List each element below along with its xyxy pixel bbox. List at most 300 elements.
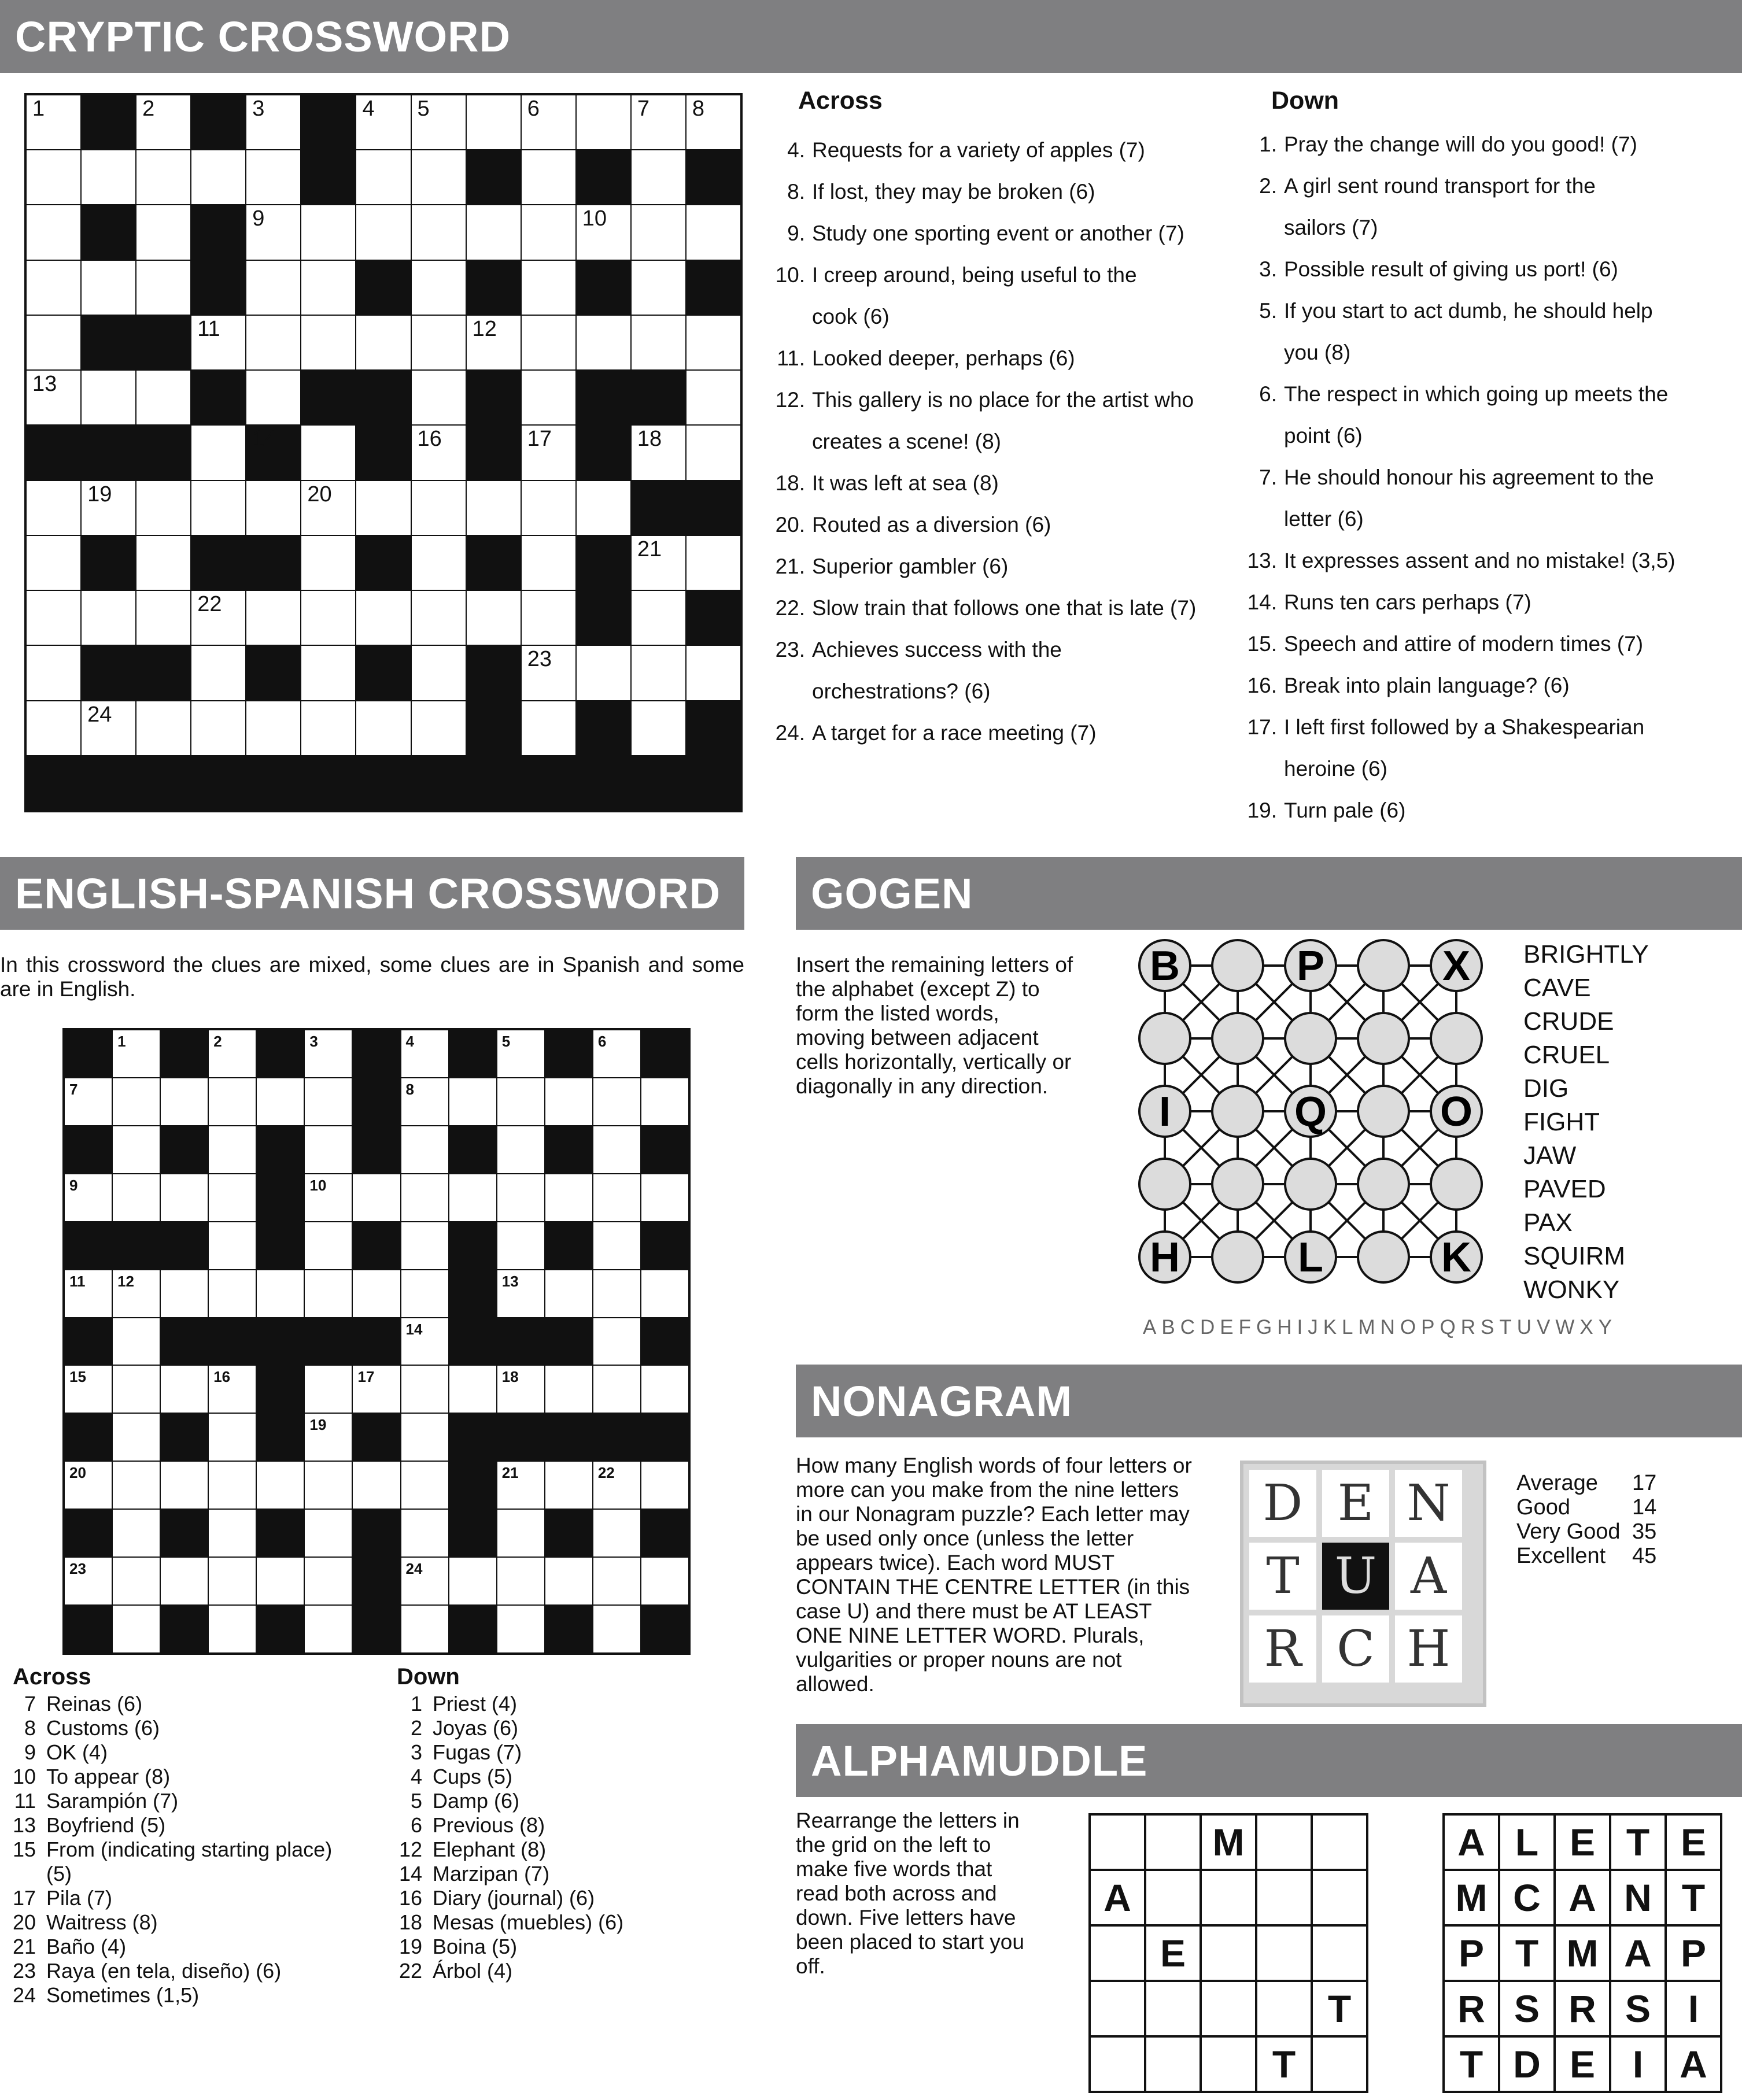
- grid-cell[interactable]: [467, 205, 521, 259]
- grid-cell[interactable]: [522, 261, 575, 315]
- grid-cell[interactable]: [27, 371, 80, 424]
- grid-cell[interactable]: [412, 261, 466, 315]
- alphamuddle-cell[interactable]: [1202, 1927, 1255, 1980]
- alphamuddle-cell[interactable]: [1091, 2038, 1144, 2091]
- black-cell: [65, 1318, 112, 1365]
- grid-cell[interactable]: [497, 1222, 544, 1269]
- clue-row: [1, 1740, 371, 1765]
- grid-cell[interactable]: [301, 205, 355, 259]
- grid-cell[interactable]: [65, 1366, 112, 1413]
- grid-cell[interactable]: [401, 1270, 448, 1317]
- grid-cell[interactable]: [632, 646, 685, 700]
- grid-cell[interactable]: [687, 426, 740, 479]
- grid-cell[interactable]: [246, 481, 300, 535]
- grid-cell[interactable]: [82, 701, 135, 755]
- grid-cell[interactable]: [497, 1366, 544, 1413]
- grid-cell[interactable]: [113, 1030, 160, 1077]
- grid-cell[interactable]: [305, 1126, 352, 1173]
- clue-number: 17: [527, 427, 552, 452]
- grid-cell[interactable]: [27, 150, 80, 204]
- gogen-word: JAW: [1523, 1141, 1577, 1170]
- grid-cell[interactable]: [497, 1606, 544, 1652]
- grid-cell[interactable]: [401, 1078, 448, 1125]
- gogen-cell[interactable]: [1358, 1086, 1409, 1137]
- grid-cell[interactable]: [305, 1414, 352, 1461]
- grid-cell[interactable]: [593, 1462, 640, 1509]
- grid-cell[interactable]: [449, 1558, 496, 1604]
- grid-cell[interactable]: [209, 1558, 256, 1604]
- spanish-intro: In this crossword the clues are mixed, some clues are in Spanish and some are in English.: [0, 953, 744, 1001]
- black-cell: [161, 1126, 208, 1173]
- grid-cell[interactable]: [449, 1174, 496, 1221]
- grid-cell[interactable]: [577, 481, 630, 535]
- grid-cell[interactable]: [641, 1270, 688, 1317]
- grid-cell[interactable]: [82, 371, 135, 424]
- alphamuddle-cell[interactable]: [1146, 1871, 1200, 1924]
- grid-cell[interactable]: [356, 150, 410, 204]
- grid-cell[interactable]: [246, 591, 300, 645]
- grid-cell[interactable]: [191, 591, 245, 645]
- grid-cell[interactable]: [522, 205, 575, 259]
- grid-cell[interactable]: [641, 1558, 688, 1604]
- alphamuddle-cell[interactable]: [1257, 1871, 1311, 1924]
- grid-cell[interactable]: [27, 316, 80, 369]
- grid-cell[interactable]: [401, 1030, 448, 1077]
- grid-cell[interactable]: [191, 426, 245, 479]
- grid-cell[interactable]: [522, 316, 575, 369]
- clue-num: 24.: [775, 721, 805, 745]
- grid-cell[interactable]: [82, 481, 135, 535]
- grid-cell[interactable]: [412, 536, 466, 590]
- grid-cell[interactable]: [632, 426, 685, 479]
- gogen-cell[interactable]: [1358, 940, 1409, 991]
- grid-cell[interactable]: [353, 1174, 400, 1221]
- grid-cell[interactable]: [412, 701, 466, 755]
- alphamuddle-cell[interactable]: M: [1202, 1816, 1255, 1869]
- grid-cell[interactable]: [136, 591, 190, 645]
- alphamuddle-cell[interactable]: [1313, 1871, 1366, 1924]
- grid-cell[interactable]: [305, 1558, 352, 1604]
- grid-cell[interactable]: [632, 591, 685, 645]
- alphamuddle-cell[interactable]: [1257, 1982, 1311, 2035]
- black-cell: [641, 1318, 688, 1365]
- gogen-word: CAVE: [1523, 974, 1591, 1002]
- grid-cell[interactable]: [113, 1174, 160, 1221]
- grid-cell[interactable]: [27, 536, 80, 590]
- gogen-cell[interactable]: [1431, 1159, 1482, 1210]
- grid-cell[interactable]: [301, 261, 355, 315]
- alphamuddle-cell[interactable]: [1091, 1927, 1144, 1980]
- grid-cell[interactable]: [209, 1126, 256, 1173]
- grid-cell[interactable]: [401, 1366, 448, 1413]
- grid-cell[interactable]: [687, 646, 740, 700]
- grid-cell[interactable]: [467, 95, 521, 149]
- grid-cell[interactable]: [632, 536, 685, 590]
- grid-cell[interactable]: [412, 426, 466, 479]
- grid-cell[interactable]: [412, 205, 466, 259]
- grid-cell[interactable]: [301, 481, 355, 535]
- grid-cell[interactable]: [412, 591, 466, 645]
- grid-cell[interactable]: [497, 1078, 544, 1125]
- gogen-cell[interactable]: [1212, 1086, 1263, 1137]
- grid-cell[interactable]: [301, 591, 355, 645]
- grid-cell[interactable]: [209, 1030, 256, 1077]
- grid-cell[interactable]: [305, 1270, 352, 1317]
- grid-cell[interactable]: [82, 261, 135, 315]
- grid-cell[interactable]: [113, 1270, 160, 1317]
- grid-cell[interactable]: [113, 1414, 160, 1461]
- grid-cell[interactable]: [246, 261, 300, 315]
- clue-text: Boyfriend (5): [46, 1813, 166, 1837]
- grid-cell[interactable]: [27, 591, 80, 645]
- grid-cell[interactable]: [522, 95, 575, 149]
- grid-cell[interactable]: [522, 150, 575, 204]
- grid-cell[interactable]: [161, 1270, 208, 1317]
- gogen-cell[interactable]: [1212, 1159, 1263, 1210]
- grid-cell[interactable]: [467, 591, 521, 645]
- grid-cell[interactable]: [593, 1222, 640, 1269]
- grid-cell[interactable]: [467, 481, 521, 535]
- grid-cell[interactable]: [593, 1318, 640, 1365]
- grid-cell[interactable]: [412, 646, 466, 700]
- grid-cell[interactable]: [687, 95, 740, 149]
- grid-cell[interactable]: [356, 95, 410, 149]
- grid-cell[interactable]: [401, 1462, 448, 1509]
- alphamuddle-letter: D: [1500, 2038, 1553, 2091]
- grid-cell[interactable]: [412, 316, 466, 369]
- grid-cell[interactable]: [401, 1174, 448, 1221]
- grid-cell[interactable]: [593, 1126, 640, 1173]
- grid-cell[interactable]: [593, 1174, 640, 1221]
- grid-cell[interactable]: [412, 481, 466, 535]
- grid-cell[interactable]: [301, 646, 355, 700]
- grid-cell[interactable]: [356, 205, 410, 259]
- grid-cell[interactable]: [161, 1558, 208, 1604]
- grid-cell[interactable]: [305, 1366, 352, 1413]
- grid-cell[interactable]: [632, 95, 685, 149]
- gogen-cell[interactable]: [1358, 1159, 1409, 1210]
- grid-cell[interactable]: [113, 1078, 160, 1125]
- grid-cell[interactable]: [641, 1078, 688, 1125]
- gogen-cell[interactable]: [1431, 1013, 1482, 1064]
- grid-cell[interactable]: [593, 1606, 640, 1652]
- grid-cell[interactable]: [209, 1462, 256, 1509]
- clue-text: Waitress (8): [46, 1910, 158, 1934]
- grid-cell[interactable]: [577, 205, 630, 259]
- grid-cell[interactable]: [522, 481, 575, 535]
- grid-cell[interactable]: [136, 371, 190, 424]
- clue-row: [1, 1838, 371, 1862]
- grid-cell[interactable]: [209, 1222, 256, 1269]
- grid-cell[interactable]: [161, 1078, 208, 1125]
- grid-cell[interactable]: [412, 95, 466, 149]
- grid-cell[interactable]: [522, 591, 575, 645]
- grid-cell[interactable]: [65, 1270, 112, 1317]
- grid-cell[interactable]: [545, 1270, 592, 1317]
- score-label: Good: [1516, 1495, 1570, 1519]
- grid-cell[interactable]: [632, 316, 685, 369]
- gogen-cell[interactable]: [1285, 1159, 1336, 1210]
- grid-cell[interactable]: [209, 1606, 256, 1652]
- grid-cell[interactable]: [522, 646, 575, 700]
- alphamuddle-cell[interactable]: [1202, 1982, 1255, 2035]
- grid-cell[interactable]: [191, 316, 245, 369]
- alphamuddle-cell[interactable]: [1146, 2038, 1200, 2091]
- black-cell: [353, 1126, 400, 1173]
- grid-cell[interactable]: [577, 95, 630, 149]
- grid-cell[interactable]: [401, 1126, 448, 1173]
- grid-cell[interactable]: [257, 1462, 304, 1509]
- black-cell: [632, 481, 685, 535]
- clue-num: 11: [14, 1789, 36, 1813]
- black-cell: [449, 1462, 496, 1509]
- clue-number: 11: [197, 316, 220, 341]
- grid-cell[interactable]: [301, 701, 355, 755]
- black-cell: [467, 261, 521, 315]
- grid-cell[interactable]: [113, 1558, 160, 1604]
- grid-cell[interactable]: [545, 1174, 592, 1221]
- grid-cell[interactable]: [65, 1462, 112, 1509]
- grid-cell[interactable]: [161, 1366, 208, 1413]
- alphamuddle-cell[interactable]: [1146, 1816, 1200, 1869]
- grid-cell[interactable]: [545, 1078, 592, 1125]
- grid-cell[interactable]: [209, 1510, 256, 1556]
- grid-cell[interactable]: [113, 1126, 160, 1173]
- grid-cell[interactable]: [113, 1510, 160, 1556]
- grid-cell[interactable]: [401, 1414, 448, 1461]
- alphamuddle-cell[interactable]: [1146, 1982, 1200, 2035]
- gogen-cell[interactable]: [1285, 1013, 1336, 1064]
- grid-cell[interactable]: [191, 701, 245, 755]
- grid-cell[interactable]: [687, 316, 740, 369]
- black-cell: [356, 261, 410, 315]
- clue-row: [1, 1959, 371, 1983]
- grid-cell[interactable]: [209, 1414, 256, 1461]
- clue-text: you (8): [1284, 341, 1351, 364]
- grid-cell[interactable]: [246, 701, 300, 755]
- grid-cell[interactable]: [593, 1270, 640, 1317]
- grid-cell[interactable]: [401, 1510, 448, 1556]
- grid-cell[interactable]: [27, 95, 80, 149]
- clue-text: letter (6): [1284, 507, 1364, 531]
- black-cell: [209, 1318, 256, 1365]
- grid-cell[interactable]: [27, 646, 80, 700]
- grid-cell[interactable]: [497, 1030, 544, 1077]
- grid-cell[interactable]: [497, 1462, 544, 1509]
- grid-cell[interactable]: [545, 1558, 592, 1604]
- clue-row: [1241, 498, 1733, 540]
- grid-cell[interactable]: [497, 1174, 544, 1221]
- clue-num: 16: [398, 1886, 422, 1910]
- grid-cell[interactable]: [522, 701, 575, 755]
- grid-cell[interactable]: [191, 481, 245, 535]
- grid-cell[interactable]: [593, 1030, 640, 1077]
- alphamuddle-cell[interactable]: [1313, 1816, 1366, 1869]
- grid-cell[interactable]: [687, 536, 740, 590]
- grid-cell[interactable]: [246, 371, 300, 424]
- grid-cell[interactable]: [412, 150, 466, 204]
- alphamuddle-cell[interactable]: [1091, 1982, 1144, 2035]
- grid-cell[interactable]: [27, 701, 80, 755]
- grid-cell[interactable]: [136, 261, 190, 315]
- grid-cell[interactable]: [113, 1318, 160, 1365]
- black-cell: [301, 95, 355, 149]
- grid-cell[interactable]: [401, 1606, 448, 1652]
- grid-cell[interactable]: [356, 316, 410, 369]
- black-cell: [449, 1270, 496, 1317]
- black-cell: [257, 1318, 304, 1365]
- grid-cell[interactable]: [161, 1462, 208, 1509]
- gogen-cell[interactable]: [1358, 1232, 1409, 1282]
- grid-cell[interactable]: [257, 1270, 304, 1317]
- grid-cell[interactable]: [356, 591, 410, 645]
- grid-cell[interactable]: [136, 536, 190, 590]
- grid-cell[interactable]: [113, 1462, 160, 1509]
- grid-cell[interactable]: [577, 316, 630, 369]
- alphamuddle-letter-grid: [1442, 1813, 1722, 2093]
- grid-cell[interactable]: [356, 701, 410, 755]
- black-cell: [545, 1510, 592, 1556]
- grid-cell[interactable]: [545, 1462, 592, 1509]
- grid-cell[interactable]: [305, 1606, 352, 1652]
- grid-cell[interactable]: [246, 150, 300, 204]
- grid-cell[interactable]: [65, 1558, 112, 1604]
- grid-cell[interactable]: [641, 1366, 688, 1413]
- grid-cell[interactable]: [353, 1366, 400, 1413]
- gogen-cell[interactable]: [1212, 1013, 1263, 1064]
- alphamuddle-cell[interactable]: A: [1091, 1871, 1144, 1924]
- grid-cell[interactable]: [209, 1366, 256, 1413]
- grid-cell[interactable]: [449, 1366, 496, 1413]
- grid-cell[interactable]: [246, 95, 300, 149]
- grid-cell[interactable]: [497, 1270, 544, 1317]
- alphamuddle-cell[interactable]: [1091, 1816, 1144, 1869]
- clue-row: [1, 1789, 371, 1813]
- grid-cell[interactable]: [161, 1174, 208, 1221]
- grid-cell[interactable]: [246, 316, 300, 369]
- alphamuddle-cell[interactable]: [1202, 1871, 1255, 1924]
- grid-cell[interactable]: [522, 536, 575, 590]
- grid-cell[interactable]: [136, 150, 190, 204]
- grid-cell[interactable]: [191, 646, 245, 700]
- grid-cell[interactable]: [545, 1366, 592, 1413]
- alphamuddle-cell[interactable]: [1313, 1927, 1366, 1980]
- grid-cell[interactable]: [593, 1510, 640, 1556]
- gogen-cell[interactable]: [1139, 1159, 1190, 1210]
- grid-cell[interactable]: [209, 1174, 256, 1221]
- grid-cell[interactable]: [113, 1366, 160, 1413]
- grid-cell[interactable]: [641, 1174, 688, 1221]
- alphamuddle-cell[interactable]: [1257, 1927, 1311, 1980]
- gogen-cell[interactable]: [1212, 1232, 1263, 1282]
- grid-cell[interactable]: [632, 261, 685, 315]
- alphamuddle-cell[interactable]: [1257, 1816, 1311, 1869]
- alphamuddle-cell[interactable]: [1202, 2038, 1255, 2091]
- grid-cell[interactable]: [593, 1078, 640, 1125]
- black-cell: [545, 1606, 592, 1652]
- grid-cell[interactable]: [305, 1078, 352, 1125]
- grid-cell[interactable]: [27, 261, 80, 315]
- grid-cell[interactable]: [191, 150, 245, 204]
- grid-cell[interactable]: [353, 1462, 400, 1509]
- grid-cell[interactable]: [65, 1078, 112, 1125]
- grid-cell[interactable]: [305, 1510, 352, 1556]
- grid-cell[interactable]: [687, 205, 740, 259]
- gogen-letter: Q: [1294, 1089, 1327, 1135]
- grid-cell[interactable]: [82, 591, 135, 645]
- clue-number: 18: [501, 1368, 519, 1386]
- grid-cell[interactable]: [449, 1078, 496, 1125]
- grid-cell[interactable]: [136, 205, 190, 259]
- alphamuddle-cell[interactable]: T: [1313, 1982, 1366, 2035]
- grid-cell[interactable]: [301, 536, 355, 590]
- grid-cell[interactable]: [136, 481, 190, 535]
- grid-cell[interactable]: [136, 95, 190, 149]
- grid-cell[interactable]: [353, 1270, 400, 1317]
- grid-cell[interactable]: [522, 371, 575, 424]
- grid-cell[interactable]: [136, 701, 190, 755]
- grid-cell[interactable]: [632, 701, 685, 755]
- grid-cell[interactable]: [257, 1558, 304, 1604]
- black-cell: [161, 1030, 208, 1077]
- grid-cell[interactable]: [593, 1558, 640, 1604]
- grid-cell[interactable]: [209, 1078, 256, 1125]
- score-label: Excellent: [1516, 1544, 1606, 1568]
- grid-cell[interactable]: [257, 1078, 304, 1125]
- grid-cell[interactable]: [401, 1558, 448, 1604]
- grid-cell[interactable]: [305, 1462, 352, 1509]
- grid-cell[interactable]: [577, 646, 630, 700]
- grid-cell[interactable]: [412, 371, 466, 424]
- alphamuddle-cell[interactable]: E: [1146, 1927, 1200, 1980]
- clue-number: 6: [597, 1033, 607, 1050]
- grid-cell[interactable]: [497, 1510, 544, 1556]
- clue-num: 6.: [1259, 382, 1277, 406]
- alphamuddle-cell[interactable]: T: [1257, 2038, 1311, 2091]
- grid-cell[interactable]: [209, 1270, 256, 1317]
- grid-cell[interactable]: [632, 150, 685, 204]
- grid-cell[interactable]: [401, 1222, 448, 1269]
- grid-cell[interactable]: [65, 1174, 112, 1221]
- grid-cell[interactable]: [301, 426, 355, 479]
- grid-cell[interactable]: [467, 316, 521, 369]
- grid-cell[interactable]: [305, 1222, 352, 1269]
- grid-cell[interactable]: [356, 481, 410, 535]
- grid-cell[interactable]: [641, 1462, 688, 1509]
- grid-cell[interactable]: [522, 426, 575, 479]
- gogen-cell[interactable]: [1358, 1013, 1409, 1064]
- grid-cell[interactable]: [497, 1558, 544, 1604]
- grid-cell[interactable]: [27, 481, 80, 535]
- grid-cell[interactable]: [401, 1318, 448, 1365]
- gogen-cell[interactable]: [1139, 1013, 1190, 1064]
- alphamuddle-letter: P: [1667, 1927, 1720, 1980]
- gogen-cell[interactable]: [1212, 940, 1263, 991]
- nonagram-letter: T: [1249, 1543, 1316, 1610]
- grid-cell[interactable]: [82, 150, 135, 204]
- grid-cell[interactable]: [246, 205, 300, 259]
- grid-cell[interactable]: [687, 371, 740, 424]
- grid-cell[interactable]: [632, 205, 685, 259]
- grid-cell[interactable]: [305, 1030, 352, 1077]
- grid-cell[interactable]: [113, 1606, 160, 1652]
- grid-cell[interactable]: [27, 205, 80, 259]
- grid-cell[interactable]: [593, 1366, 640, 1413]
- grid-cell[interactable]: [305, 1174, 352, 1221]
- grid-cell[interactable]: [301, 316, 355, 369]
- grid-cell[interactable]: [497, 1126, 544, 1173]
- alphamuddle-cell[interactable]: [1313, 2038, 1366, 2091]
